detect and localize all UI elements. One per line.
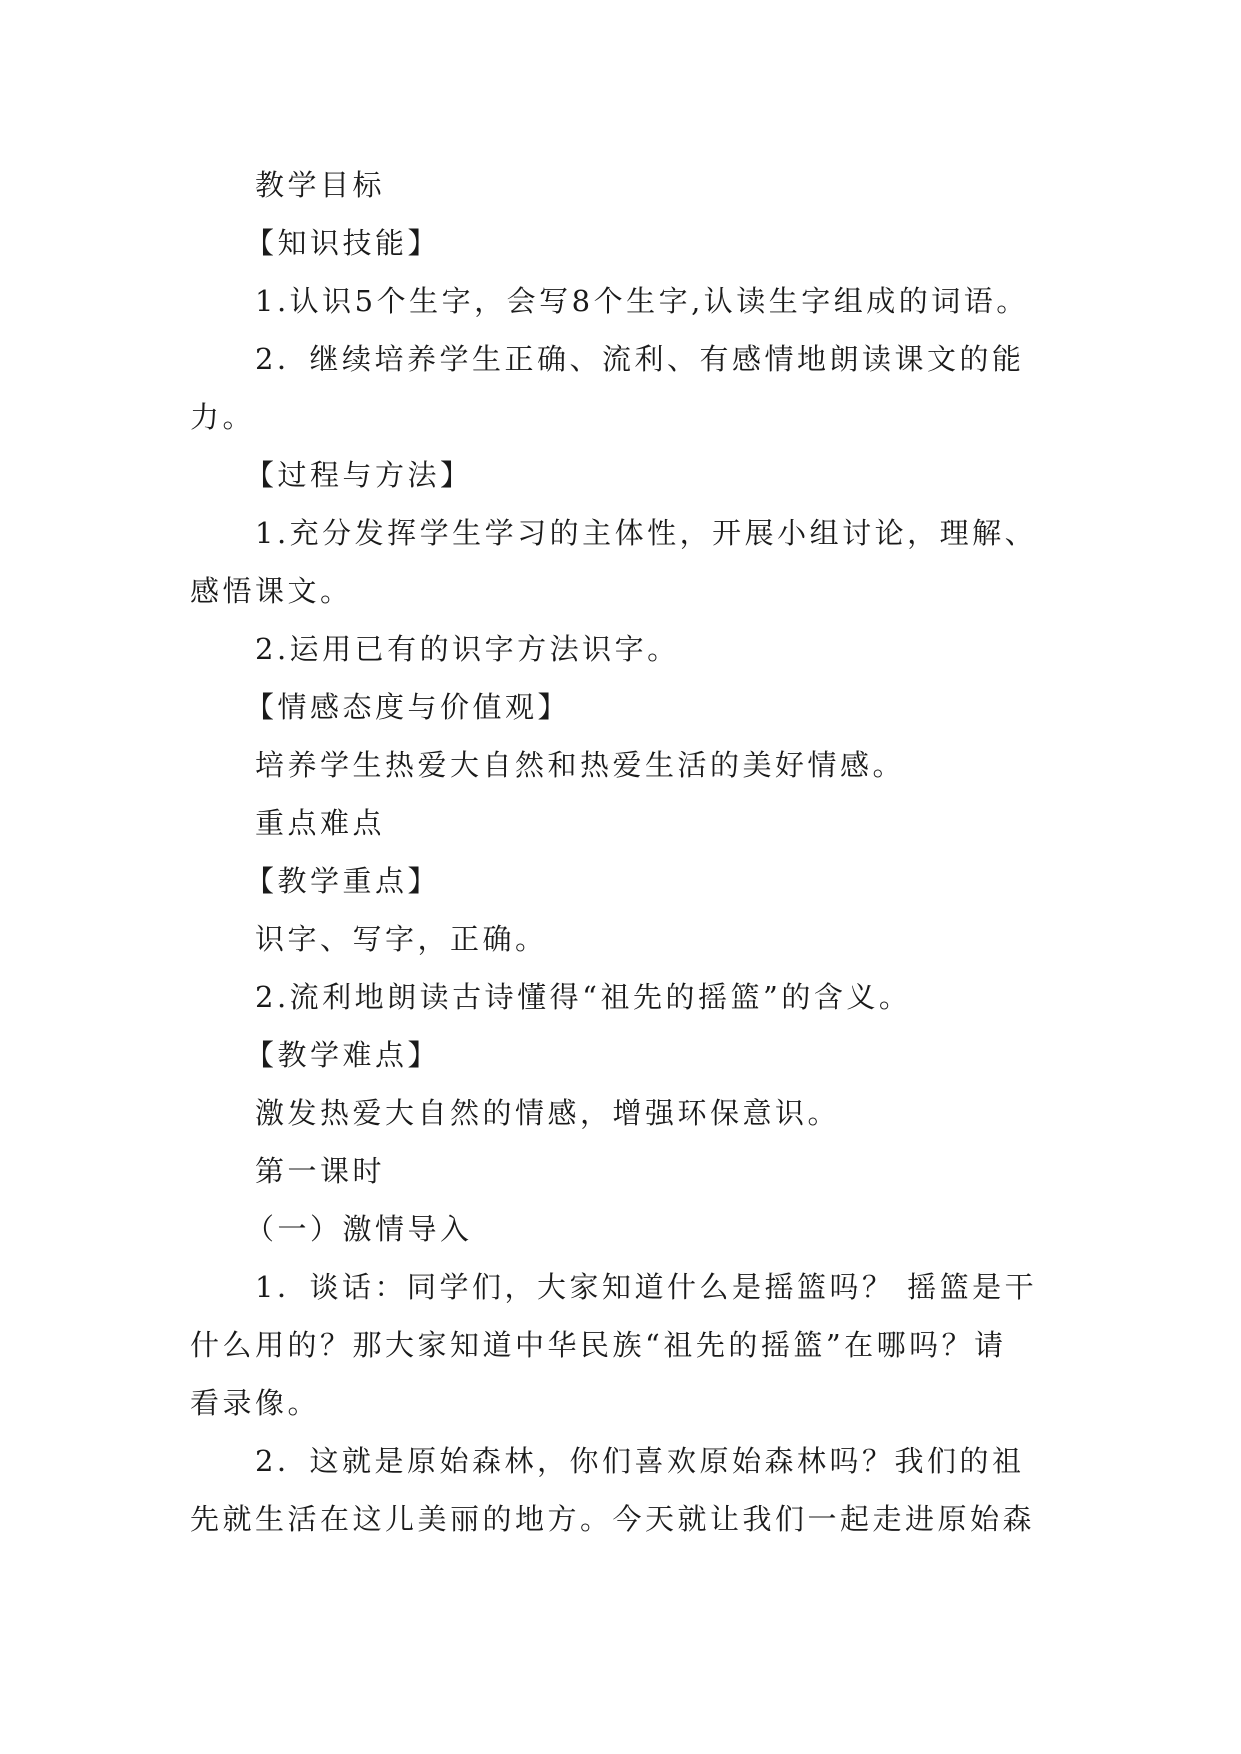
paragraph-line: 感悟课文。 (190, 574, 353, 608)
subheading-emotion-attitude-values: 【情感态度与价值观】 (245, 690, 571, 724)
paragraph-line: 培养学生热爱大自然和热爱生活的美好情感。 (255, 748, 906, 782)
body-text (190, 156, 1060, 1548)
paragraph-line: 什么用的？那大家知道中华民族“祖先的摇篮”在哪吗？请 (190, 1328, 1007, 1362)
paragraph-line: 看录像。 (190, 1386, 321, 1420)
section-heading-teaching-goals: 教学目标 (255, 168, 386, 202)
paragraph-line: 1.充分发挥学生学习的主体性，开展小组讨论，理解、 (255, 516, 1038, 550)
subheading-knowledge-skills: 【知识技能】 (245, 226, 441, 260)
paragraph-line: 2．继续培养学生正确、流利、有感情地朗读课文的能 (255, 342, 1025, 376)
section-heading-first-lesson: 第一课时 (255, 1154, 386, 1188)
paragraph-line: 2.流利地朗读古诗懂得“祖先的摇篮”的含义。 (255, 980, 912, 1014)
subheading-teaching-difficulty: 【教学难点】 (245, 1038, 441, 1072)
paragraph-line: 1.认识5个生字，会写8个生字,认读生字组成的词语。 (255, 284, 1029, 318)
paragraph-line: 2.运用已有的识字方法识字。 (255, 632, 680, 666)
paragraph-line: 1．谈话：同学们，大家知道什么是摇篮吗？ 摇篮是干 (255, 1270, 1038, 1304)
paragraph-line: 力。 (190, 400, 256, 434)
paragraph-line: 激发热爱大自然的情感，增强环保意识。 (255, 1096, 841, 1130)
paragraph-line: 识字、写字，正确。 (255, 922, 548, 956)
paragraph-line: 2．这就是原始森林，你们喜欢原始森林吗？我们的祖 (255, 1444, 1025, 1478)
subheading-teaching-focus: 【教学重点】 (245, 864, 441, 898)
section-heading-key-difficult-points: 重点难点 (255, 806, 386, 840)
subheading-introduction: （一）激情导入 (245, 1212, 473, 1246)
paragraph-line: 先就生活在这儿美丽的地方。今天就让我们一起走进原始森 (190, 1502, 1036, 1536)
subheading-process-method: 【过程与方法】 (245, 458, 473, 492)
